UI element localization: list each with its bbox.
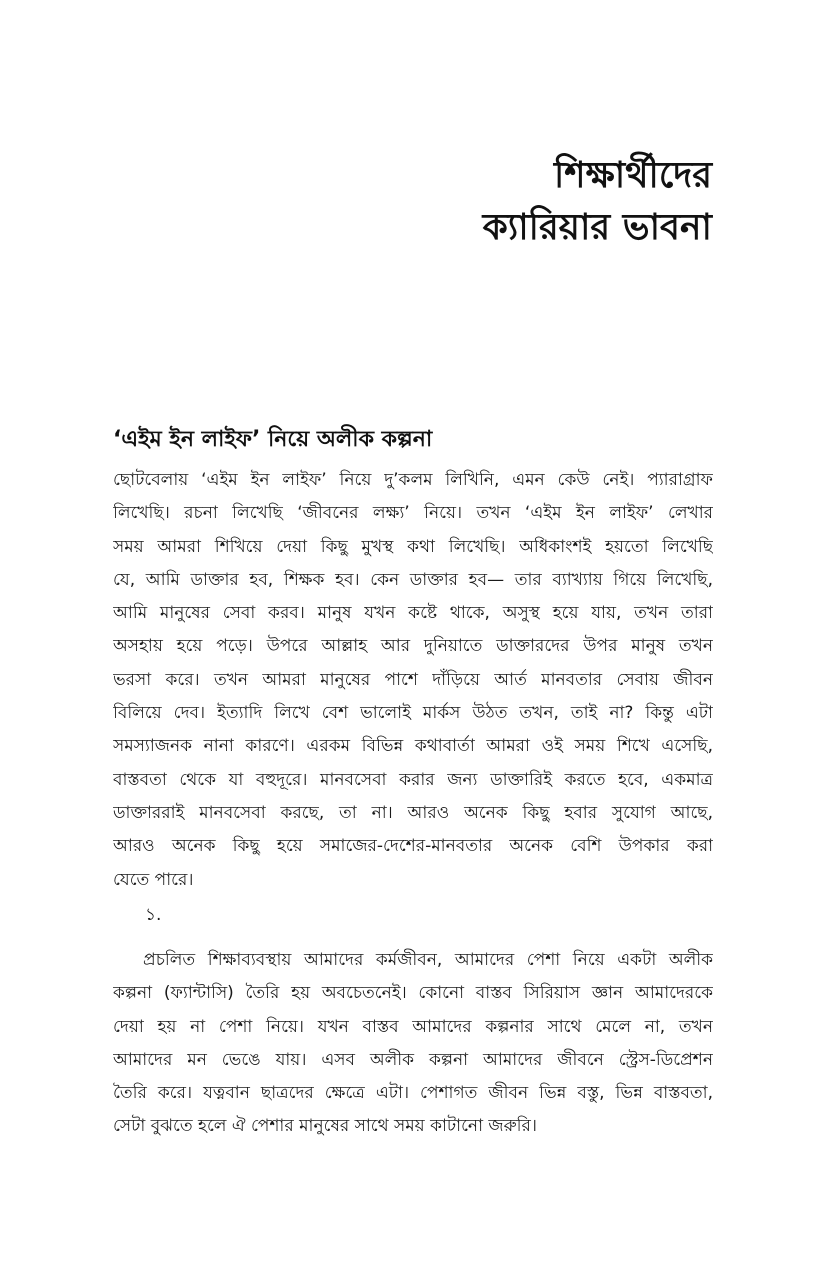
paragraph-line: সমস্যাজনক নানা কারণে। এরকম বিভিন্ন কথাবার্তা আমরা ওই সময় শিখে এসেছি, (113, 736, 713, 757)
paragraph-line: কল্পনা (ফ্যান্টাসি) তৈরি হয় অবচেতনেই। কোনো বাস্তব সিরিয়াস জ্ঞান আমাদেরকে (113, 983, 713, 1004)
chapter-title (212, 150, 712, 254)
paragraph-line: যে, আমি ডাক্তার হব, শিক্ষক হব। কেন ডাক্তার হব— তার ব্যাখ্যায় গিয়ে লিখেছি, (113, 569, 713, 590)
paragraph-line: প্রচলিত শিক্ষাব্যবস্থায় আমাদের কর্মজীবন, আমাদের পেশা নিয়ে একটা অলীক (143, 950, 713, 970)
paragraph-line: আমি মানুষের সেবা করব। মানুষ যখন কষ্টে থাকে, অসুস্থ হয়ে যায়, তখন তারা (113, 603, 713, 624)
section-heading: ‘এইম ইন লাইফ’ নিয়ে অলীক কল্পনা (113, 427, 433, 452)
paragraph-1 (113, 464, 713, 897)
paragraph-line: যেতে পারে। (113, 869, 194, 890)
paragraph-line: আরও অনেক কিছু হয়ে সমাজের-দেশের-মানবতার অনেক বেশি উপকার করা (113, 836, 713, 857)
paragraph-line: তৈরি করে। যত্নবান ছাত্রদের ক্ষেত্রে এটা। পেশাগত জীবন ভিন্ন বস্তু, ভিন্ন বাস্তবতা, (113, 1083, 713, 1104)
paragraph-line: বিলিয়ে দেব। ইত্যাদি লিখে বেশ ভালোই মার্কস উঠত তখন, তাই না? কিন্তু এটা (113, 703, 713, 724)
paragraph-line: ভরসা করে। তখন আমরা মানুষের পাশে দাঁড়িয়ে আর্ত মানবতার সেবায় জীবন (113, 669, 713, 690)
list-number: ১. (145, 905, 162, 925)
paragraph-line: লিখেছি। রচনা লিখেছি ‘জীবনের লক্ষ্য’ নিয়ে। তখন ‘এইম ইন লাইফ’ লেখার (113, 503, 713, 524)
paragraph-line: সময় আমরা শিখিয়ে দেয়া কিছু মুখস্থ কথা লিখেছি। অধিকাংশই হয়তো লিখেছি (113, 536, 713, 557)
paragraph-line: ছোটবেলায় ‘এইম ইন লাইফ’ নিয়ে দু’কলম লিখিনি, এমন কেউ নেই। প্যারাগ্রাফ (113, 470, 713, 490)
paragraph-line: ডাক্তাররাই মানবসেবা করছে, তা না। আরও অনেক কিছু হবার সুযোগ আছে, (113, 802, 713, 823)
paragraph-line: বাস্তবতা থেকে যা বহুদূরে। মানবসেবা করার জন্য ডাক্তারিই করতে হবে, একমাত্র (113, 769, 713, 790)
chapter-title-line-2: ক্যারিয়ার ভাবনা (482, 207, 712, 248)
paragraph-line: আমাদের মন ভেঙে যায়। এসব অলীক কল্পনা আমাদের জীবনে স্ট্রেস-ডিপ্রেশন (113, 1049, 713, 1070)
paragraph-line: অসহায় হয়ে পড়ে। উপরে আল্লাহ আর দুনিয়াতে ডাক্তারদের উপর মানুষ তখন (113, 636, 713, 657)
paragraph-2 (113, 944, 713, 1144)
chapter-title-line-1: শিক্ষার্থীদের (554, 155, 712, 196)
paragraph-line: দেয়া হয় না পেশা নিয়ে। যখন বাস্তব আমাদের কল্পনার সাথে মেলে না, তখন (113, 1016, 713, 1037)
paragraph-line: সেটা বুঝতে হলে ঐ পেশার মানুষের সাথে সময় কাটানো জরুরি। (113, 1116, 537, 1137)
